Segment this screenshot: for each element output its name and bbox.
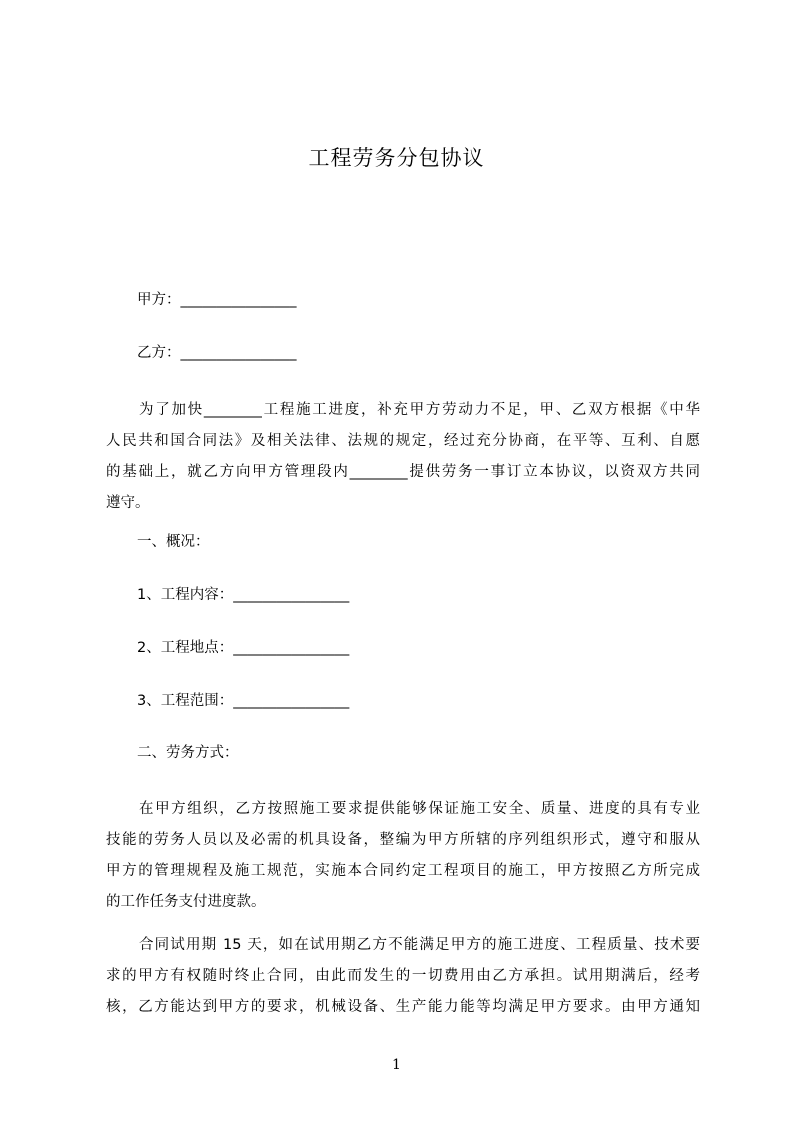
section2-heading: 二、劳务方式： — [137, 745, 239, 761]
party-b-label: 乙方： — [137, 345, 181, 361]
document-title: 工程劳务分包协议 — [308, 146, 485, 170]
party-a-label: 甲方： — [137, 292, 181, 308]
item-blank: ________________ — [233, 693, 350, 709]
intro-line: 为了加快________工程施工进度，补充甲方劳动力不足，甲、乙双方根据《中华 — [139, 402, 700, 418]
section2-paragraph-1 — [106, 794, 700, 918]
intro-line: 遵守。 — [106, 495, 150, 511]
page-number: 1 — [392, 1057, 401, 1073]
item-blank: ________________ — [233, 640, 350, 656]
party-a-blank: ________________ — [180, 292, 297, 308]
section1-item-content — [137, 585, 349, 605]
para-line: 核，乙方能达到甲方的要求，机械设备、生产能力能等均满足甲方要求。由甲方通知 — [106, 999, 700, 1015]
para-line: 求的甲方有权随时终止合同，由此而发生的一切费用由乙方承担。试用期满后，经考 — [106, 968, 700, 984]
item-label: 1、工程内容： — [137, 587, 234, 603]
para-line: 合同试用期 15 天，如在试用期乙方不能满足甲方的施工进度、工程质量、技术要 — [139, 937, 700, 953]
para-line: 的工作任务支付进度款。 — [106, 894, 266, 910]
item-label: 2、工程地点： — [137, 640, 234, 656]
section1-heading: 一、概况： — [137, 534, 210, 550]
section1-item-scope — [137, 691, 349, 711]
party-b-blank: ________________ — [180, 345, 297, 361]
party-b-line — [137, 343, 297, 363]
para-line: 技能的劳务人员以及必需的机具设备，整编为甲方所辖的序列组织形式，遵守和服从 — [106, 832, 700, 848]
party-a-line — [137, 290, 297, 310]
section1-item-location — [137, 638, 349, 658]
para-line: 在甲方组织，乙方按照施工要求提供能够保证施工安全、质量、进度的具有专业 — [139, 801, 700, 817]
para-line: 甲方的管理规程及施工规范，实施本合同约定工程项目的施工，甲方按照乙方所完成 — [106, 863, 700, 879]
section2-paragraph-2 — [106, 930, 700, 1023]
intro-paragraph — [106, 395, 700, 519]
item-label: 3、工程范围： — [137, 693, 234, 709]
item-blank: ________________ — [233, 587, 350, 603]
intro-line: 的基础上，就乙方向甲方管理段内________提供劳务一事订立本协议，以资双方共同 — [106, 464, 700, 480]
intro-line: 人民共和国合同法》及相关法律、法规的规定，经过充分协商，在平等、互利、自愿 — [106, 433, 700, 449]
